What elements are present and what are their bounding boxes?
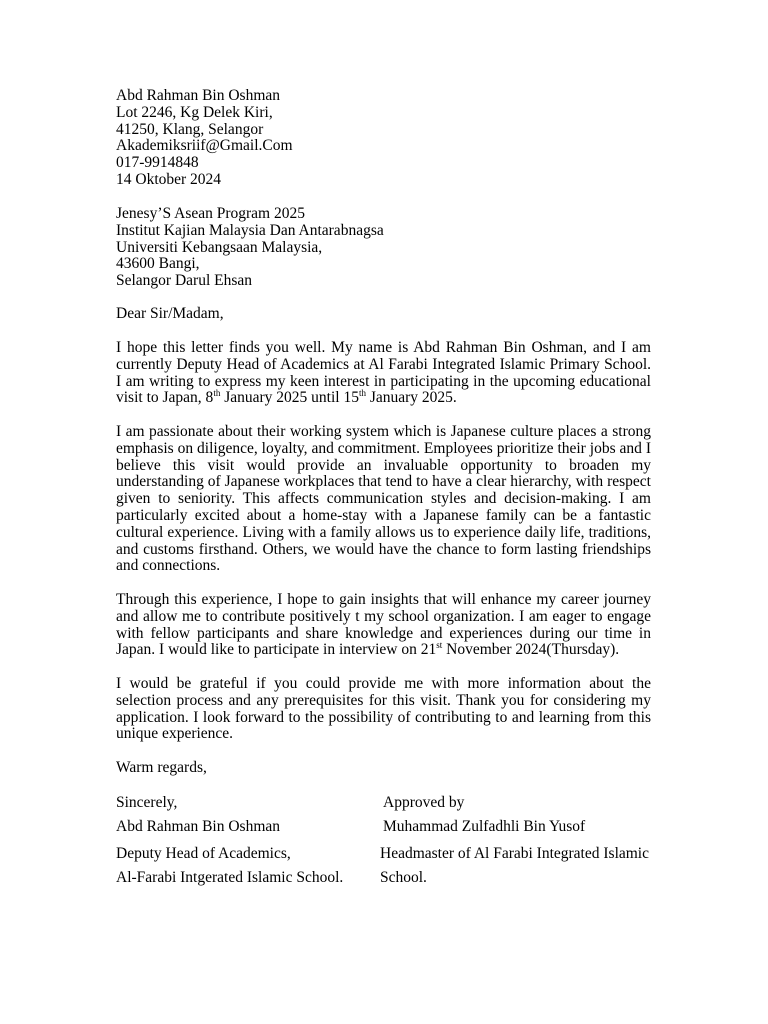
signature-label-row xyxy=(116,794,676,812)
sender-phone: 017-9914848 xyxy=(116,154,199,172)
approver-sign-title: Headmaster of Al Farabi Integrated Islamic xyxy=(380,845,649,862)
sender-address-line1: Lot 2246, Kg Delek Kiri, xyxy=(116,103,273,121)
paragraph-1-sup-b: th xyxy=(358,388,366,399)
approver-sign-org: School. xyxy=(380,869,427,886)
approver-sign-label: Approved by xyxy=(383,794,465,811)
signature-title-row xyxy=(116,845,676,863)
paragraph-3 xyxy=(116,592,651,659)
paragraph-1 xyxy=(116,340,651,407)
sender-sign-title: Deputy Head of Academics, xyxy=(116,845,291,862)
approver-sign-name: Muhammad Zulfadhli Bin Yusof xyxy=(383,818,586,835)
recipient-line5: Selangor Darul Ehsan xyxy=(116,272,253,290)
sender-address-line2: 41250, Klang, Selangor xyxy=(116,120,264,138)
recipient-address xyxy=(116,206,651,290)
sender-address xyxy=(116,88,651,189)
sender-email: Akademiksriif@Gmail.Com xyxy=(116,137,293,155)
paragraph-1-sup-a: th xyxy=(213,388,221,399)
closing xyxy=(116,760,651,777)
paragraph-4-text: I would be grateful if you could provide me with more information about the selection process and any prerequisites for this visit. Thank you for considering my application. I look forward to the possibility of contributing to and learning from this unique experience. xyxy=(116,675,651,743)
paragraph-3-text-b: November 2024(Thursday). xyxy=(442,641,620,659)
recipient-line1: Jenesy’S Asean Program 2025 xyxy=(116,205,305,222)
salutation-text: Dear Sir/Madam, xyxy=(116,305,224,322)
signature-org-row xyxy=(116,869,676,887)
recipient-line2: Institut Kajian Malaysia Dan Antarabnagsa xyxy=(116,221,384,239)
signature-name-row xyxy=(116,818,676,836)
recipient-line3: Universiti Kebangsaan Malaysia, xyxy=(116,238,323,256)
sender-sign-org: Al-Farabi Intgerated Islamic School. xyxy=(116,869,344,886)
letter-date: 14 Oktober 2024 xyxy=(116,170,222,188)
paragraph-4 xyxy=(116,676,651,743)
paragraph-1-text-b: January 2025 until 15 xyxy=(220,389,359,407)
sender-sign-label: Sincerely, xyxy=(116,794,178,811)
recipient-line4: 43600 Bangi, xyxy=(116,255,200,273)
paragraph-1-text-c: January 2025. xyxy=(365,389,457,407)
sender-name: Abd Rahman Bin Oshman xyxy=(116,87,281,104)
paragraph-2-text: I am passionate about their working system which is Japanese culture places a strong emphasis on diligence, loyalty, and commitment. Employees prioritize their jobs and I believe this visit would provide an invaluable opportunity to broaden my understanding of Japanese workplaces that tend to have a clear hierarchy, with respect given to seniority. This affects communication styles and decision-making. I am particularly excited about a home-stay with a Japanese family can be a fantastic cultural experience. Living with a family allows us to experience daily life, traditions, and customs firsthand. Others, we would have the chance to form lasting friendships and connections. xyxy=(116,423,651,575)
paragraph-3-text-a: Through this experience, I hope to gain insights that will enhance my career journey and allow me to contribute positively t my school organization. I am eager to engage with fellow participants and share knowledge and experiences during our time in Japan. I would like to participate in interview on 21 xyxy=(116,591,651,659)
closing-text: Warm regards, xyxy=(116,759,207,776)
paragraph-3-sup-a: st xyxy=(436,640,443,651)
salutation xyxy=(116,306,651,323)
paragraph-2 xyxy=(116,424,651,575)
sender-sign-name: Abd Rahman Bin Oshman xyxy=(116,818,281,835)
paragraph-1-text-a: I hope this letter finds you well. My name is Abd Rahman Bin Oshman, and I am currently Deputy Head of Academics at Al Farabi Integrated Islamic Primary School. I am writing to express my keen interest in participating in the upcoming educational visit to Japan, 8 xyxy=(116,339,651,407)
